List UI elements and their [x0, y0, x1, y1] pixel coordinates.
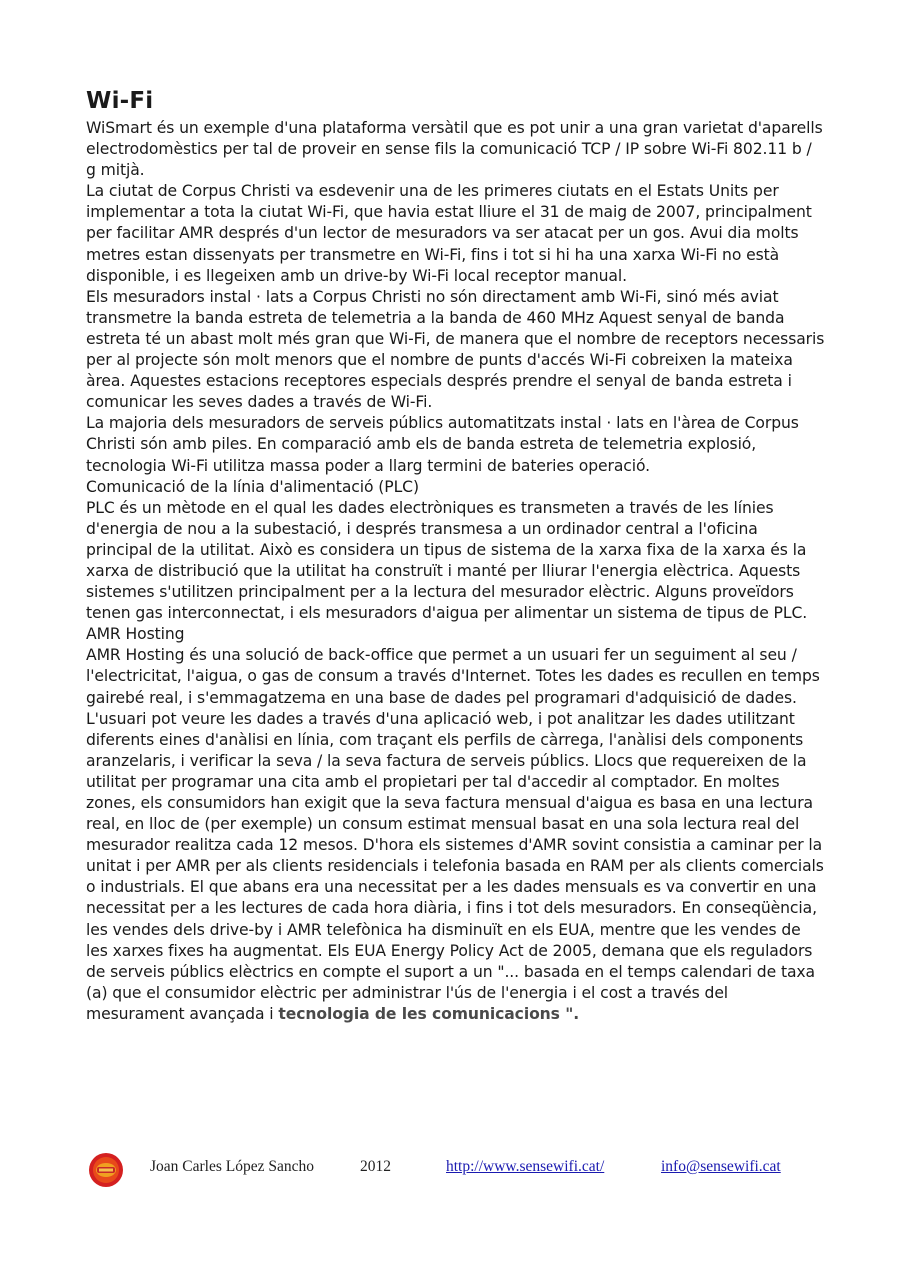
article-text: [86, 118, 826, 1025]
footer-author: Joan Carles López Sancho: [150, 1158, 314, 1175]
email-link[interactable]: info@sensewifi.cat: [661, 1158, 781, 1175]
website-link[interactable]: http://www.sensewifi.cat/: [446, 1158, 605, 1175]
page-footer: [88, 1152, 828, 1192]
footer-year: 2012: [360, 1158, 391, 1175]
section-heading-plc: Comunicació de la línia d'alimentació (PLC): [86, 477, 419, 496]
paragraph-piles: La majoria dels mesuradors de serveis públics automatitzats instal · lats en l'àrea de Corpus Christi són amb piles. En comparació amb els de banda estreta de telemetria explosió, tecnologia Wi-Fi utilitza massa poder a llarg termini de bateries operació.: [86, 414, 799, 475]
paragraph-wismart: WiSmart és un exemple d'una plataforma versàtil que es pot unir a una gran varietat d'aparells electrodomèstics per tal de proveir en sense fils la comunicació TCP / IP sobre Wi-Fi 802.11 b / g mitjà.: [86, 119, 823, 180]
paragraph-amr-hosting-text: AMR Hosting és una solució de back-office que permet a un usuari fer un seguiment al seu / l'electricitat, l'aigua, o gas de consum a través d'Internet. Totes les dades es recullen en temps gairebé real, i s'emmagatzema en una base de dades pel programari d'adquisició de dades. L'usuari pot veure les dades a través d'una aplicació web, i pot analitzar les dades utilitzant diferents eines d'anàlisi en línia, com traçant els perfils de càrrega, l'anàlisi dels components aranzelaris, i verificar la seva / la seva factura de serveis públics. Llocs que requereixen de la utilitat per programar una cita amb el propietari per tal d'accedir al comptador. En moltes zones, els consumidors han exigit que la seva factura mensual d'aigua es basa en una lectura real, en lloc de (per exemple) un consum estimat mensual basat en una sola lectura real del mesurador realitza cada 12 mesos. D'hora els sistemes d'AMR sovint consistia a caminar per la unitat i per AMR per als clients residencials i telefonia basada en RAM per als clients comercials o industrials. El que abans era una necessitat per a les dades mensuals es va convertir en una necessitat per a les lectures de cada hora diària, i fins i tot dels mesuradors. En conseqüència, les vendes dels drive-by i AMR telefònica ha disminuït en els EUA, mentre que les vendes de les xarxes fixes ha augmentat. Els EUA Energy Policy Act de 2005, demana que els reguladors de serveis públics elèctrics en compte el suport a un "... basada en el temps calendari de taxa (a) que el consumidor elèctric per administrar l'ús de l'energia i el cost a través del mesurament avançada i: [86, 646, 824, 1023]
logo-icon: [88, 1152, 124, 1188]
paragraph-mesuradors: Els mesuradors instal · lats a Corpus Christi no són directament amb Wi-Fi, sinó més aviat transmetre la banda estreta de telemetria a la banda de 460 MHz Aquest senyal de banda estreta té un abast molt més gran que Wi-Fi, de manera que el nombre de receptors necessaris per al projecte són molt menors que el nombre de punts d'accés Wi-Fi cobreixen la mateixa àrea. Aquestes estacions receptores especials després prendre el senyal de banda estreta i comunicar les seves dades a través de Wi-Fi.: [86, 287, 825, 412]
document-body: [86, 86, 826, 1025]
paragraph-corpus-christi: La ciutat de Corpus Christi va esdevenir una de les primeres ciutats en el Estats Units per implementar a tota la ciutat Wi-Fi, que havia estat lliure el 31 de maig de 2007, principalment per facilitar AMR després d'un lector de mesuradors va ser atacat per un gos. Avui dia molts metres estan dissenyats per transmetre en Wi-Fi, fins i tot si hi ha una xarxa Wi-Fi no està disponible, i es llegeixen amb un drive-by Wi-Fi local receptor manual.: [86, 182, 812, 285]
paragraph-amr-hosting: [86, 645, 826, 1025]
paragraph-plc: PLC és un mètode en el qual les dades electròniques es transmeten a través de les línies d'energia de nou a la subestació, i després transmesa a un ordinador central a l'oficina principal de la utilitat. Això es considera un tipus de sistema de la xarxa fixa de la xarxa és la xarxa de distribució que la utilitat ha construït i manté per lliurar l'energia elèctrica. Aquests sistemes s'utilitzen principalment per a la lectura del mesurador elèctric. Alguns proveïdors tenen gas interconnectat, i els mesuradors d'aigua per alimentar un sistema de tipus de PLC.: [86, 498, 808, 623]
page-title: Wi-Fi: [86, 88, 154, 114]
emphasized-text: tecnologia de les comunicacions ".: [278, 1004, 580, 1023]
section-heading-amr-hosting: AMR Hosting: [86, 625, 185, 644]
